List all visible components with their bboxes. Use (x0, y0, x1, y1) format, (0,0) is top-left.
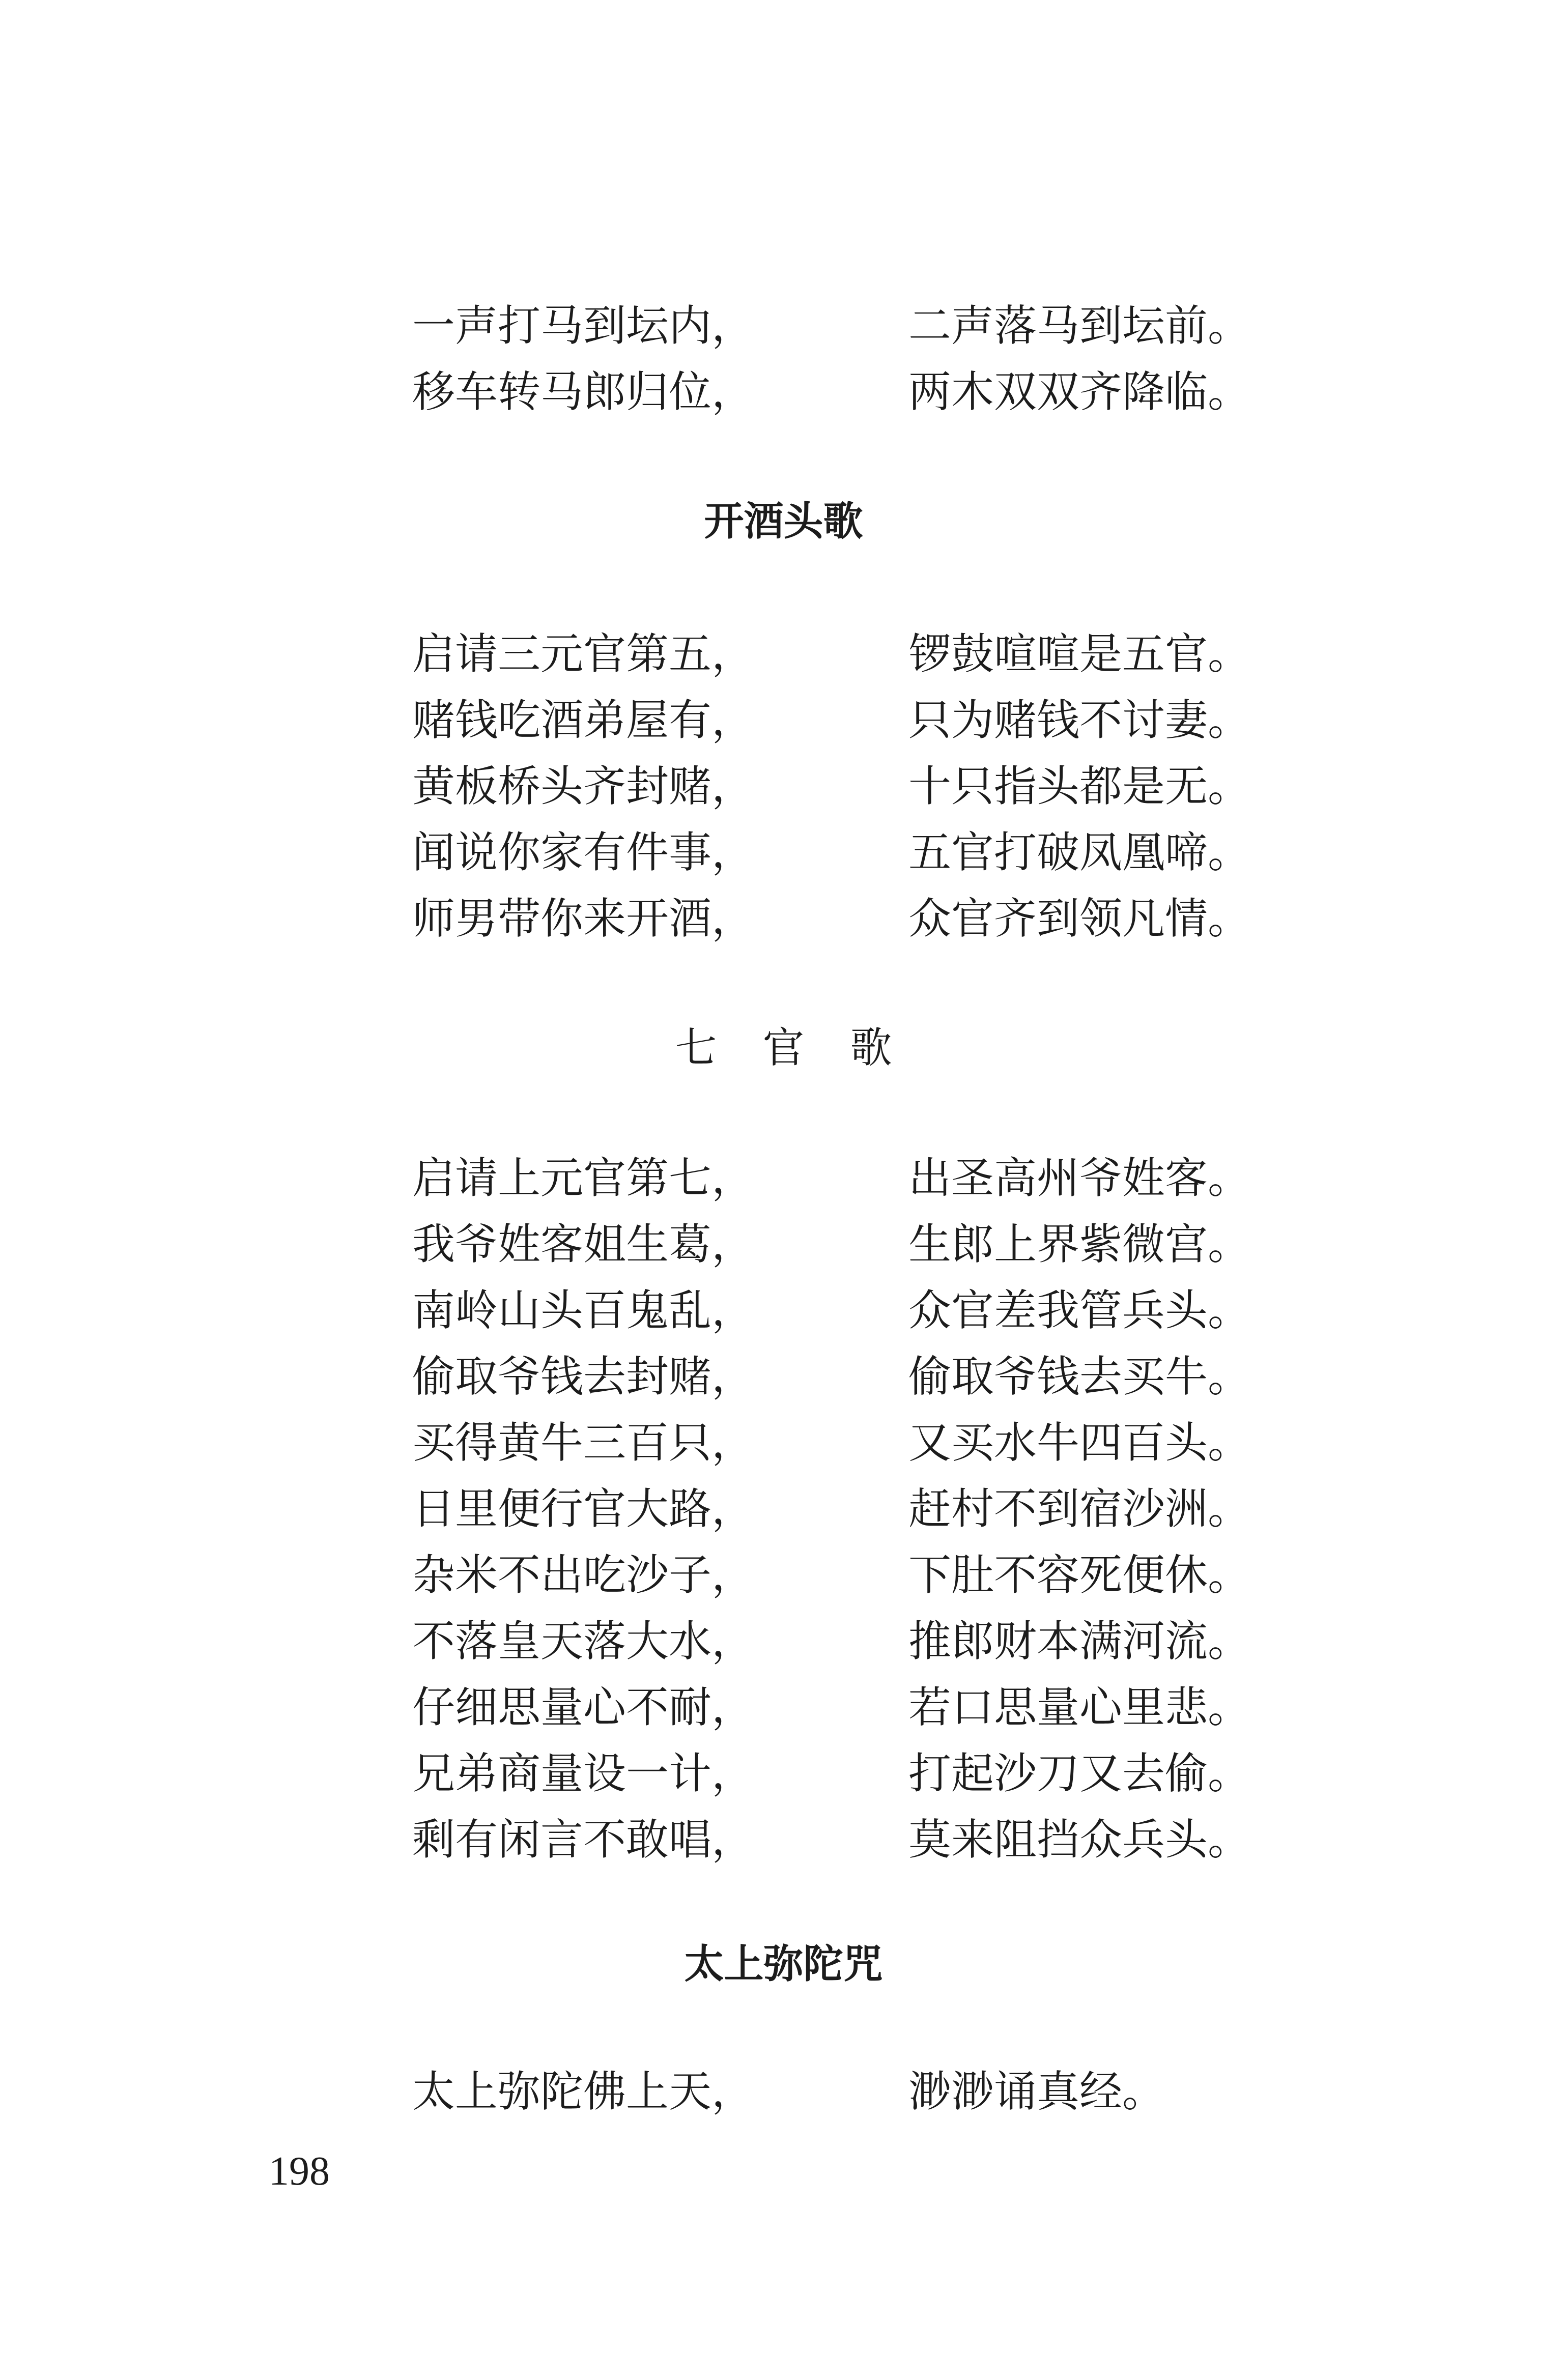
verse-left: 偷取爷钱去封赌， (412, 1352, 755, 1401)
verse-right: 众官差我管兵头。 (908, 1285, 1251, 1335)
page-number: 198 (269, 2149, 330, 2194)
verse-right: 打起沙刀又去偷。 (908, 1748, 1251, 1798)
verse-right: 只为赌钱不讨妻。 (908, 695, 1251, 745)
verse-left: 兄弟商量设一计， (412, 1748, 755, 1798)
verse-line (412, 1476, 1257, 1542)
verse-line (412, 885, 1257, 952)
verse-left: 仔细思量心不耐， (412, 1682, 755, 1732)
verse-line (412, 753, 1257, 819)
verse-right: 众官齐到领凡情。 (908, 894, 1251, 943)
verse-right: 五官打破凤凰啼。 (908, 827, 1251, 877)
section-title: 太上弥陀咒 (684, 1941, 883, 1987)
verse-line (412, 1343, 1257, 1410)
verse-line (412, 1806, 1257, 1873)
verse-left: 启请上元官第七， (412, 1153, 755, 1203)
verse-line (412, 1145, 1257, 1211)
verse-line (412, 819, 1257, 885)
verse-right: 二声落马到坛前。 (908, 301, 1251, 351)
verse-left: 剩有闲言不敢唱， (412, 1815, 755, 1865)
verse-left: 启请三元官第五， (412, 629, 755, 679)
verse-left: 移车转马郎归位， (412, 367, 755, 417)
verse-right: 十只指头都是无。 (908, 761, 1251, 811)
verse-left: 太上弥陀佛上天， (412, 2067, 755, 2116)
verse-left: 我爷姓客姐生葛， (412, 1219, 755, 1269)
verse-right: 莫来阻挡众兵头。 (908, 1815, 1251, 1865)
verse-left: 不落皇天落大水， (412, 1616, 755, 1666)
verse-left: 黄板桥头齐封赌， (412, 761, 755, 811)
verse-left: 杂米不出吃沙子， (412, 1550, 755, 1600)
verse-line (412, 1674, 1257, 1740)
verse-right: 出圣高州爷姓客。 (908, 1153, 1251, 1203)
verse-line (412, 1542, 1257, 1608)
verse-line (412, 359, 1257, 425)
verse-line (412, 1277, 1257, 1343)
verse-right: 下肚不容死便休。 (908, 1550, 1251, 1600)
section-title: 七官歌 (675, 1024, 938, 1072)
verse-line (412, 687, 1257, 753)
verse-left: 一声打马到坛内， (412, 301, 755, 351)
verse-right: 又买水牛四百头。 (908, 1418, 1251, 1468)
verse-right: 生郎上界紫微宫。 (908, 1219, 1251, 1269)
section-title: 开酒头歌 (704, 499, 863, 544)
verse-line (412, 1211, 1257, 1277)
verse-right: 推郎财本满河流。 (908, 1616, 1251, 1666)
verse-line (412, 1410, 1257, 1476)
verse-left: 赌钱吃酒弟屋有， (412, 695, 755, 745)
verse-right: 赶村不到宿沙洲。 (908, 1484, 1251, 1534)
verse-right: 若口思量心里悲。 (908, 1682, 1251, 1732)
verse-line (412, 1740, 1257, 1806)
verse-right: 锣鼓喧喧是五官。 (908, 629, 1251, 679)
verse-left: 买得黄牛三百只， (412, 1418, 755, 1468)
verse-right: 两木双双齐降临。 (908, 367, 1251, 417)
verse-left: 师男带你来开酒， (412, 894, 755, 943)
verse-line (412, 1608, 1257, 1674)
verse-line (412, 2058, 1257, 2125)
verse-left: 日里便行官大路， (412, 1484, 755, 1534)
verse-line (412, 621, 1257, 687)
verse-right: 偷取爷钱去买牛。 (908, 1352, 1251, 1401)
verse-left: 闻说你家有件事， (412, 827, 755, 877)
verse-line (412, 293, 1257, 359)
verse-left: 南岭山头百鬼乱， (412, 1285, 755, 1335)
verse-right: 渺渺诵真经。 (908, 2067, 1165, 2116)
